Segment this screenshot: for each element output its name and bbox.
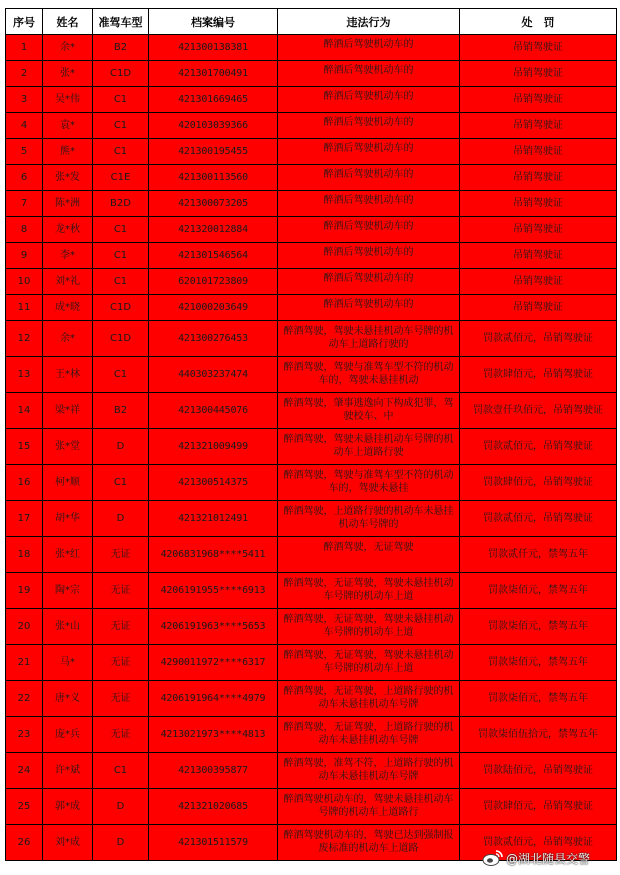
violation-text: 醉酒后驾驶机动车的 bbox=[323, 39, 414, 50]
cell-license: C1E bbox=[93, 165, 149, 191]
cell-penalty: 吊销驾驶证 bbox=[460, 217, 617, 243]
cell-license: C1D bbox=[93, 61, 149, 87]
cell-license: C1 bbox=[93, 217, 149, 243]
violation-text: 醉酒后驾驶机动车的 bbox=[323, 117, 414, 128]
cell-license: D bbox=[93, 429, 149, 465]
violation-text: 醉酒驾驶，驾驶与准驾车型不符的机动车的，驾驶未悬挂 bbox=[283, 469, 454, 494]
table-row bbox=[6, 681, 617, 717]
cell-file: 421321009499 bbox=[149, 429, 278, 465]
cell-no: 1 bbox=[6, 35, 43, 61]
cell-license: 无证 bbox=[93, 717, 149, 753]
cell-license: B2 bbox=[93, 35, 149, 61]
violation-text: 醉酒驾驶，无证驾驶 bbox=[323, 541, 414, 553]
cell-penalty: 吊销驾驶证 bbox=[460, 87, 617, 113]
cell-penalty: 罚款柒佰元，禁驾五年 bbox=[460, 573, 617, 609]
cell-no: 25 bbox=[6, 789, 43, 825]
table-row bbox=[6, 645, 617, 681]
cell-license: 无证 bbox=[93, 573, 149, 609]
violation-text: 醉酒驾驶，无证驾驶，上道路行驶的机动车未悬挂机动车号牌 bbox=[283, 685, 454, 710]
cell-name: 吴*伟 bbox=[43, 87, 93, 113]
cell-penalty: 罚款柒佰元，禁驾五年 bbox=[460, 645, 617, 681]
table-row bbox=[6, 321, 617, 357]
cell-violation bbox=[278, 537, 460, 573]
cell-file: 421300514375 bbox=[149, 465, 278, 501]
cell-license: C1 bbox=[93, 139, 149, 165]
cell-penalty: 吊销驾驶证 bbox=[460, 61, 617, 87]
cell-penalty: 罚款贰佰元，吊销驾驶证 bbox=[460, 321, 617, 357]
cell-penalty: 罚款贰仟元，禁驾五年 bbox=[460, 537, 617, 573]
cell-license: 无证 bbox=[93, 681, 149, 717]
cell-no: 18 bbox=[6, 537, 43, 573]
cell-name: 柯*顺 bbox=[43, 465, 93, 501]
cell-name: 张* bbox=[43, 61, 93, 87]
cell-name: 许*斌 bbox=[43, 753, 93, 789]
cell-file: 620101723809 bbox=[149, 269, 278, 295]
cell-file: 421320012884 bbox=[149, 217, 278, 243]
cell-penalty: 罚款贰佰元，吊销驾驶证 bbox=[460, 825, 617, 861]
cell-no: 22 bbox=[6, 681, 43, 717]
cell-name: 刘*礼 bbox=[43, 269, 93, 295]
cell-violation bbox=[278, 753, 460, 789]
cell-violation bbox=[278, 609, 460, 645]
cell-file: 4206191963****5653 bbox=[149, 609, 278, 645]
header-row bbox=[6, 9, 617, 35]
cell-no: 10 bbox=[6, 269, 43, 295]
table-row bbox=[6, 609, 617, 645]
cell-violation bbox=[278, 789, 460, 825]
table-row bbox=[6, 501, 617, 537]
cell-violation bbox=[278, 217, 460, 243]
violation-text: 醉酒驾驶，无证驾驶，驾驶未悬挂机动车号牌的机动车上道 bbox=[283, 613, 454, 638]
cell-name: 成*晓 bbox=[43, 295, 93, 321]
violation-text: 醉酒驾驶机动车的，驾驶已达到强制报废标准的机动车上道路 bbox=[283, 829, 454, 854]
cell-file: 421000203649 bbox=[149, 295, 278, 321]
cell-file: 420103039366 bbox=[149, 113, 278, 139]
cell-penalty: 吊销驾驶证 bbox=[460, 139, 617, 165]
cell-penalty: 吊销驾驶证 bbox=[460, 113, 617, 139]
cell-no: 17 bbox=[6, 501, 43, 537]
cell-penalty: 吊销驾驶证 bbox=[460, 295, 617, 321]
cell-license: C1 bbox=[93, 753, 149, 789]
cell-no: 14 bbox=[6, 393, 43, 429]
cell-no: 11 bbox=[6, 295, 43, 321]
violation-text: 醉酒后驾驶机动车的 bbox=[323, 169, 414, 180]
table-row bbox=[6, 465, 617, 501]
table-row bbox=[6, 429, 617, 465]
cell-violation bbox=[278, 429, 460, 465]
col-header-violation: 违法行为 bbox=[278, 9, 460, 35]
cell-penalty: 吊销驾驶证 bbox=[460, 165, 617, 191]
cell-no: 16 bbox=[6, 465, 43, 501]
cell-no: 6 bbox=[6, 165, 43, 191]
cell-penalty: 罚款肆佰元，吊销驾驶证 bbox=[460, 357, 617, 393]
table-body bbox=[6, 35, 617, 861]
cell-no: 13 bbox=[6, 357, 43, 393]
cell-file: 4206191955****6913 bbox=[149, 573, 278, 609]
watermark-text: @湖北随县交警 bbox=[506, 851, 591, 866]
cell-penalty: 罚款柒佰元，禁驾五年 bbox=[460, 609, 617, 645]
cell-file: 421321020685 bbox=[149, 789, 278, 825]
cell-name: 陶*宗 bbox=[43, 573, 93, 609]
table-row bbox=[6, 717, 617, 753]
cell-violation bbox=[278, 165, 460, 191]
cell-license: C1D bbox=[93, 321, 149, 357]
violation-text: 醉酒驾驶，驾驶未悬挂机动车号牌的机动车上道路行驶 bbox=[283, 433, 454, 458]
cell-penalty: 罚款壹仟玖佰元，吊销驾驶证 bbox=[460, 393, 617, 429]
cell-penalty: 罚款陆佰元，吊销驾驶证 bbox=[460, 753, 617, 789]
cell-file: 4290011972****6317 bbox=[149, 645, 278, 681]
col-header-penalty: 处 罚 bbox=[460, 9, 617, 35]
cell-name: 王*林 bbox=[43, 357, 93, 393]
cell-file: 421300073205 bbox=[149, 191, 278, 217]
cell-file: 421321012491 bbox=[149, 501, 278, 537]
cell-name: 刘*成 bbox=[43, 825, 93, 861]
cell-file: 421300276453 bbox=[149, 321, 278, 357]
cell-name: 张*发 bbox=[43, 165, 93, 191]
cell-file: 4206831968****5411 bbox=[149, 537, 278, 573]
cell-penalty: 罚款贰佰元，吊销驾驶证 bbox=[460, 501, 617, 537]
cell-name: 余* bbox=[43, 321, 93, 357]
cell-file: 4213021973****4813 bbox=[149, 717, 278, 753]
violation-text: 醉酒驾驶，无证驾驶，驾驶未悬挂机动车号牌的机动车上道 bbox=[283, 577, 454, 602]
cell-no: 19 bbox=[6, 573, 43, 609]
cell-penalty: 吊销驾驶证 bbox=[460, 35, 617, 61]
cell-license: 无证 bbox=[93, 645, 149, 681]
cell-no: 3 bbox=[6, 87, 43, 113]
violation-text: 醉酒后驾驶机动车的 bbox=[323, 299, 414, 310]
table-row bbox=[6, 393, 617, 429]
watermark bbox=[482, 846, 616, 870]
cell-name: 梁*祥 bbox=[43, 393, 93, 429]
cell-file: 421301511579 bbox=[149, 825, 278, 861]
cell-license: D bbox=[93, 825, 149, 861]
col-header-name: 姓名 bbox=[43, 9, 93, 35]
cell-violation bbox=[278, 243, 460, 269]
cell-violation bbox=[278, 501, 460, 537]
table-row bbox=[6, 87, 617, 113]
cell-license: C1 bbox=[93, 113, 149, 139]
cell-penalty: 罚款肆佰元，吊销驾驶证 bbox=[460, 465, 617, 501]
cell-violation bbox=[278, 825, 460, 861]
cell-violation bbox=[278, 191, 460, 217]
cell-file: 421300195455 bbox=[149, 139, 278, 165]
cell-file: 421301546564 bbox=[149, 243, 278, 269]
col-header-no: 序号 bbox=[6, 9, 43, 35]
cell-license: B2 bbox=[93, 393, 149, 429]
cell-file: 4206191964****4979 bbox=[149, 681, 278, 717]
cell-violation bbox=[278, 113, 460, 139]
cell-no: 8 bbox=[6, 217, 43, 243]
violation-text: 醉酒驾驶，无证驾驶，上道路行驶的机动车未悬挂机动车号牌 bbox=[283, 721, 454, 746]
violation-text: 醉酒后驾驶机动车的 bbox=[323, 247, 414, 258]
table-row bbox=[6, 165, 617, 191]
cell-name: 郭*成 bbox=[43, 789, 93, 825]
penalty-table bbox=[5, 8, 617, 861]
cell-license: C1 bbox=[93, 87, 149, 113]
cell-penalty: 罚款贰佰元，吊销驾驶证 bbox=[460, 429, 617, 465]
cell-penalty: 吊销驾驶证 bbox=[460, 269, 617, 295]
cell-violation bbox=[278, 681, 460, 717]
table-row bbox=[6, 573, 617, 609]
cell-name: 熊* bbox=[43, 139, 93, 165]
violation-text: 醉酒驾驶，无证驾驶，驾驶未悬挂机动车号牌的机动车上道 bbox=[283, 649, 454, 674]
cell-violation bbox=[278, 321, 460, 357]
col-header-file: 档案编号 bbox=[149, 9, 278, 35]
cell-file: 421301700491 bbox=[149, 61, 278, 87]
cell-violation bbox=[278, 573, 460, 609]
cell-name: 李* bbox=[43, 243, 93, 269]
table-row bbox=[6, 357, 617, 393]
cell-penalty: 罚款柒佰元，禁驾五年 bbox=[460, 681, 617, 717]
cell-license: D bbox=[93, 501, 149, 537]
cell-violation bbox=[278, 393, 460, 429]
cell-violation bbox=[278, 295, 460, 321]
cell-license: C1D bbox=[93, 295, 149, 321]
cell-no: 15 bbox=[6, 429, 43, 465]
violation-text: 醉酒后驾驶机动车的 bbox=[323, 143, 414, 154]
cell-license: B2D bbox=[93, 191, 149, 217]
cell-no: 26 bbox=[6, 825, 43, 861]
cell-no: 21 bbox=[6, 645, 43, 681]
cell-name: 庞*兵 bbox=[43, 717, 93, 753]
table-row bbox=[6, 789, 617, 825]
violation-text: 醉酒后驾驶机动车的 bbox=[323, 65, 414, 76]
cell-file: 421301669465 bbox=[149, 87, 278, 113]
cell-license: D bbox=[93, 789, 149, 825]
table-row bbox=[6, 139, 617, 165]
cell-no: 7 bbox=[6, 191, 43, 217]
table-row bbox=[6, 35, 617, 61]
cell-no: 24 bbox=[6, 753, 43, 789]
cell-name: 马* bbox=[43, 645, 93, 681]
violation-text: 醉酒驾驶，上道路行驶的机动车未悬挂机动车号牌的 bbox=[283, 505, 454, 530]
table-row bbox=[6, 753, 617, 789]
cell-violation bbox=[278, 645, 460, 681]
table-row bbox=[6, 295, 617, 321]
table-row bbox=[6, 217, 617, 243]
cell-name: 张*堂 bbox=[43, 429, 93, 465]
violation-text: 醉酒驾驶，驾驶未悬挂机动车号牌的机动车上道路行驶的 bbox=[283, 325, 454, 350]
table-row bbox=[6, 191, 617, 217]
cell-name: 袁* bbox=[43, 113, 93, 139]
cell-violation bbox=[278, 269, 460, 295]
cell-no: 2 bbox=[6, 61, 43, 87]
cell-violation bbox=[278, 357, 460, 393]
cell-no: 23 bbox=[6, 717, 43, 753]
cell-license: C1 bbox=[93, 243, 149, 269]
violation-text: 醉酒后驾驶机动车的 bbox=[323, 91, 414, 102]
cell-file: 421300113560 bbox=[149, 165, 278, 191]
cell-name: 余* bbox=[43, 35, 93, 61]
table-row bbox=[6, 113, 617, 139]
cell-no: 9 bbox=[6, 243, 43, 269]
table-row bbox=[6, 61, 617, 87]
cell-violation bbox=[278, 139, 460, 165]
table-row bbox=[6, 243, 617, 269]
violation-text: 醉酒驾驶，准驾不符，上道路行驶的机动车未悬挂机动车号牌 bbox=[283, 757, 454, 782]
cell-name: 胡*华 bbox=[43, 501, 93, 537]
cell-license: C1 bbox=[93, 465, 149, 501]
cell-violation bbox=[278, 465, 460, 501]
cell-violation bbox=[278, 717, 460, 753]
violation-text: 醉酒后驾驶机动车的 bbox=[323, 221, 414, 232]
cell-name: 张*山 bbox=[43, 609, 93, 645]
cell-name: 龙*秋 bbox=[43, 217, 93, 243]
violation-text: 醉酒驾驶，肇事逃逸向下构成犯罪，驾驶校车、中 bbox=[283, 397, 454, 422]
cell-no: 4 bbox=[6, 113, 43, 139]
cell-penalty: 罚款肆佰元，吊销驾驶证 bbox=[460, 789, 617, 825]
cell-name: 陈*洲 bbox=[43, 191, 93, 217]
cell-penalty: 吊销驾驶证 bbox=[460, 243, 617, 269]
cell-violation bbox=[278, 87, 460, 113]
cell-file: 421300395877 bbox=[149, 753, 278, 789]
col-header-license: 准驾车型 bbox=[93, 9, 149, 35]
cell-no: 12 bbox=[6, 321, 43, 357]
table-row bbox=[6, 537, 617, 573]
violation-text: 醉酒驾驶，驾驶与准驾车型不符的机动车的，驾驶未悬挂机动 bbox=[283, 361, 454, 386]
cell-license: C1 bbox=[93, 357, 149, 393]
cell-violation bbox=[278, 61, 460, 87]
cell-penalty: 罚款柒佰伍拾元，禁驾五年 bbox=[460, 717, 617, 753]
cell-name: 唐*义 bbox=[43, 681, 93, 717]
cell-no: 20 bbox=[6, 609, 43, 645]
violation-text: 醉酒后驾驶机动车的 bbox=[323, 195, 414, 206]
cell-license: 无证 bbox=[93, 537, 149, 573]
cell-license: 无证 bbox=[93, 609, 149, 645]
cell-no: 5 bbox=[6, 139, 43, 165]
cell-file: 421300138381 bbox=[149, 35, 278, 61]
cell-file: 440303237474 bbox=[149, 357, 278, 393]
cell-file: 421300445076 bbox=[149, 393, 278, 429]
cell-penalty: 吊销驾驶证 bbox=[460, 191, 617, 217]
table-row bbox=[6, 269, 617, 295]
cell-name: 张*红 bbox=[43, 537, 93, 573]
violation-text: 醉酒后驾驶机动车的 bbox=[323, 273, 414, 284]
violation-text: 醉酒驾驶机动车的，驾驶未悬挂机动车号牌的机动车上道路行 bbox=[283, 793, 454, 818]
weibo-icon bbox=[482, 849, 504, 867]
cell-license: C1 bbox=[93, 269, 149, 295]
cell-violation bbox=[278, 35, 460, 61]
